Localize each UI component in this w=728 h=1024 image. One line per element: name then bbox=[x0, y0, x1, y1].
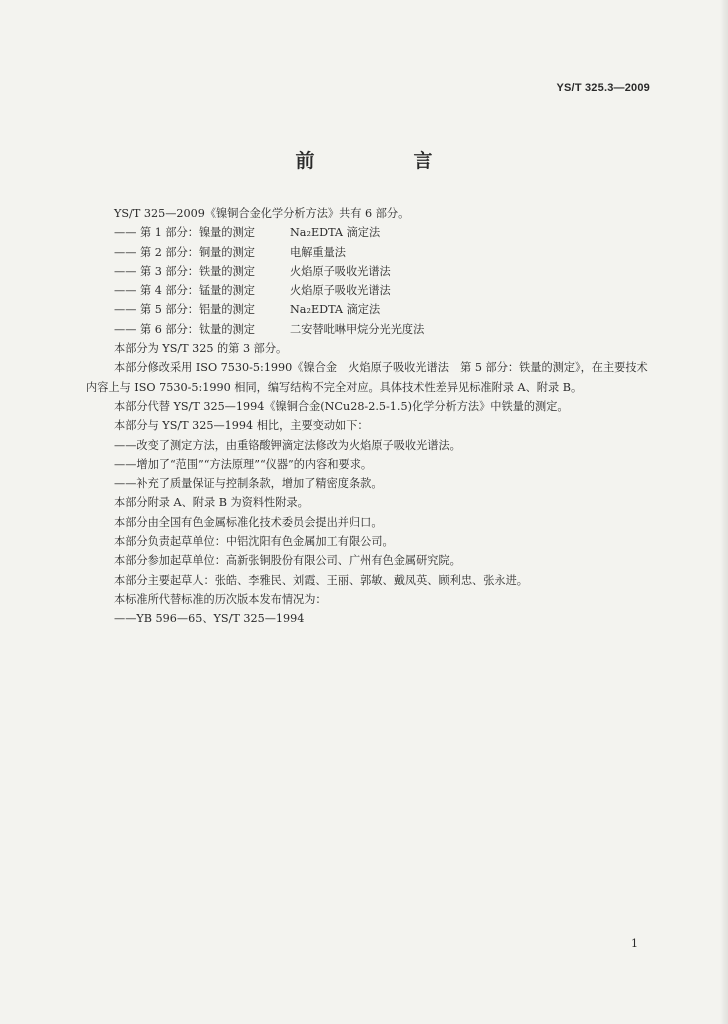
part-title: 第 5 部分：铝量的测定 bbox=[140, 303, 255, 317]
intro-paragraph: YS/T 325—2009《镍铜合金化学分析方法》共有 6 部分。 bbox=[114, 207, 410, 220]
paragraph-history: ——YB 596—65、YS/T 325—1994 bbox=[114, 612, 305, 626]
foreword-body bbox=[86, 204, 656, 629]
list-dash: —— bbox=[114, 284, 137, 298]
part-method: Na₂EDTA 滴定法 bbox=[290, 303, 381, 317]
part-title: 第 4 部分：锰量的测定 bbox=[140, 284, 255, 298]
part-method: 火焰原子吸收光谱法 bbox=[290, 264, 391, 278]
part-list-item bbox=[86, 223, 656, 242]
part-method: 电解重量法 bbox=[290, 245, 346, 259]
part-title: 第 6 部分：钛量的测定 bbox=[140, 322, 255, 336]
change-item: ——增加了“范围”“方法原理”“仪器”的内容和要求。 bbox=[114, 457, 373, 471]
part-list-item bbox=[86, 243, 656, 262]
paragraph-lead-drafter: 本部分负责起草单位：中铝沈阳有色金属加工有限公司。 bbox=[114, 535, 394, 549]
list-dash: —— bbox=[114, 226, 137, 240]
paragraph-appendix: 本部分附录 A、附录 B 为资料性附录。 bbox=[114, 496, 309, 510]
paragraph-changes-intro: 本部分与 YS/T 325—1994 相比，主要变动如下： bbox=[114, 419, 369, 433]
paragraph-participants: 本部分参加起草单位：高新张铜股份有限公司、广州有色金属研究院。 bbox=[114, 554, 461, 568]
list-dash: —— bbox=[114, 303, 137, 317]
part-method: 二安替吡啉甲烷分光光度法 bbox=[290, 322, 425, 336]
paragraph-authors: 本部分主要起草人：张皓、李雅民、刘霞、王丽、郭敏、戴凤英、顾利忠、张永进。 bbox=[114, 573, 528, 587]
paragraph-part-number: 本部分为 YS/T 325 的第 3 部分。 bbox=[114, 342, 288, 356]
paragraph-replaces: 本部分代替 YS/T 325—1994《镍铜合金(NCu28-2.5-1.5)化学分析方法》中铁量的测定。 bbox=[114, 399, 569, 413]
page-title: 前 言 bbox=[295, 150, 473, 172]
part-list-item bbox=[86, 262, 656, 281]
part-title: 第 1 部分：镍量的测定 bbox=[140, 226, 255, 240]
list-dash: —— bbox=[114, 322, 137, 336]
part-method: 火焰原子吸收光谱法 bbox=[290, 284, 391, 298]
part-title: 第 3 部分：铁量的测定 bbox=[140, 264, 255, 278]
part-list-item bbox=[86, 300, 656, 319]
change-item: ——补充了质量保证与控制条款，增加了精密度条款。 bbox=[114, 477, 383, 491]
standard-code: YS/T 325.3—2009 bbox=[556, 82, 650, 94]
part-method: Na₂EDTA 滴定法 bbox=[290, 226, 381, 240]
page-number: 1 bbox=[631, 937, 638, 950]
list-dash: —— bbox=[114, 245, 137, 259]
page-edge-shadow bbox=[720, 0, 728, 1024]
paragraph-history-intro: 本标准所代替标准的历次版本发布情况为： bbox=[114, 592, 327, 606]
paragraph-iso-adoption: 本部分修改采用 ISO 7530-5:1990《镍合金 火焰原子吸收光谱法 第 5 部分：铁量的测定》，在主要技术内容上与 ISO 7530-5:1990 相同，编写结构不完全对应。具体技术性差异见标准附录 A、附录 B。 bbox=[86, 361, 648, 394]
part-list-item bbox=[86, 320, 656, 339]
part-title: 第 2 部分：铜量的测定 bbox=[140, 245, 255, 259]
change-item: ——改变了测定方法，由重铬酸钾滴定法修改为火焰原子吸收光谱法。 bbox=[114, 438, 461, 452]
paragraph-proposer: 本部分由全国有色金属标准化技术委员会提出并归口。 bbox=[114, 515, 383, 529]
part-list-item bbox=[86, 281, 656, 300]
list-dash: —— bbox=[114, 264, 137, 278]
